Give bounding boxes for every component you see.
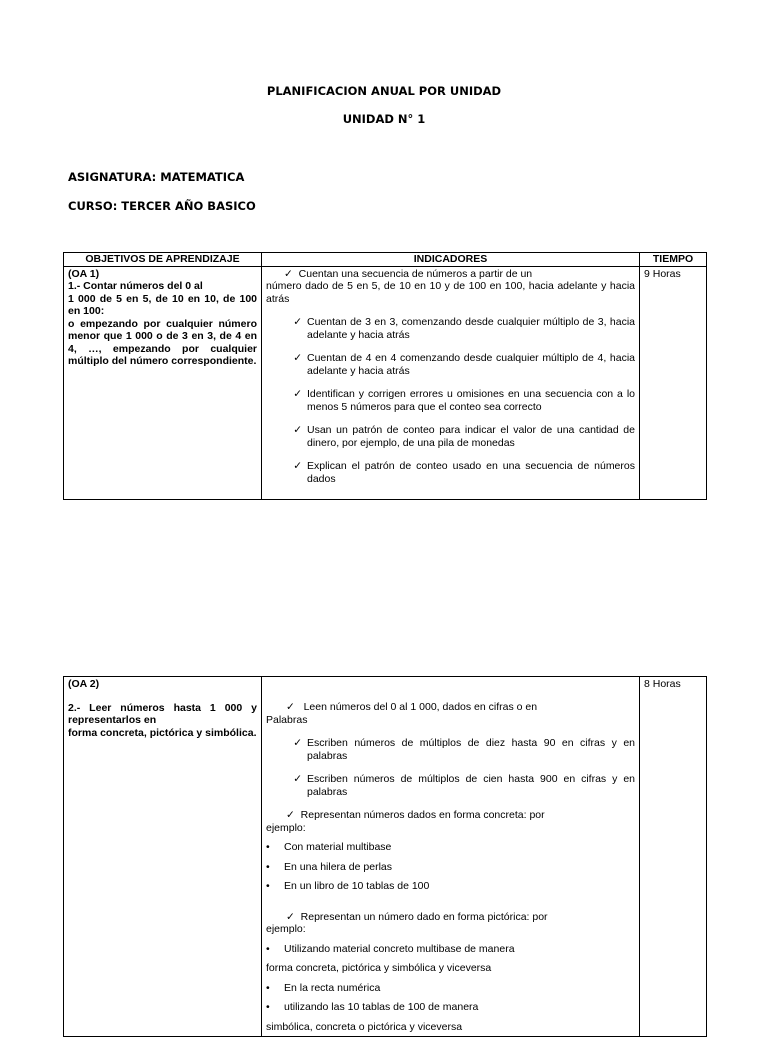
check-icon: ✓ (286, 910, 295, 923)
list-item: • utilizando las 10 tablas de 100 de manera (266, 1001, 479, 1013)
indicator: ✓ Cuentan una secuencia de números a partir de un número dado de 5 en 5, de 10 en 10 y de 100 en 100, hacia adelante y hacia atrás (266, 267, 635, 305)
check-icon: ✓ (293, 460, 302, 472)
check-icon: ✓ (293, 352, 302, 364)
course-label: CURSO: TERCER AÑO BASICO (68, 199, 256, 213)
objective-line: 1 000 de 5 en 5, de 10 en 10, de 100 en 100: (68, 292, 257, 317)
header-indicators: INDICADORES (262, 253, 640, 267)
indicator: ✓ Escriben números de múltiplos de cien hasta 900 en cifras y en palabras (266, 773, 635, 798)
objective-code: (OA 2) (68, 678, 100, 690)
check-icon: ✓ (293, 388, 302, 400)
bullet-icon: • (266, 841, 270, 853)
check-icon: ✓ (293, 316, 302, 328)
indicator: ✓ Escriben números de múltiplos de diez hasta 90 en cifras y en palabras (266, 737, 635, 762)
list-item: • Con material multibase (266, 841, 392, 853)
objective-line: o empezando por cualquier número menor que 1 000 o de 3 en 3, de 4 en 4, …, empezando por cualquier múltiplo del número correspondiente. (68, 317, 257, 367)
indicators-cell (262, 677, 640, 1037)
document-title: PLANIFICACION ANUAL POR UNIDAD (266, 84, 502, 98)
indicators-cell (262, 266, 640, 499)
table-row (64, 266, 707, 499)
indicator: ✓ Usan un patrón de conteo para indicar el valor de una cantidad de dinero, por ejemplo, de una pila de monedas (266, 424, 635, 449)
list-item: • En una hilera de perlas (266, 860, 392, 873)
table-row (64, 677, 707, 1037)
bullet-icon: • (266, 942, 270, 955)
list-item: • Utilizando material concreto multibase de manera (266, 942, 515, 955)
planning-table-oa2 (63, 676, 707, 1037)
indicator: ✓ Cuentan de 4 en 4 comenzando desde cualquier múltiplo de 4, hacia adelante y hacia atrás (266, 352, 635, 377)
check-icon: ✓ (293, 737, 302, 749)
list-item: • En la recta numérica (266, 981, 381, 994)
subject-label: ASIGNATURA: MATEMATICA (68, 170, 245, 184)
objective-line: 2.- Leer números hasta 1 000 y representarlos en (68, 701, 257, 726)
indicator: ✓ Explican el patrón de conteo usado en una secuencia de números dados (266, 460, 635, 485)
indicator: ✓ Representan números dados en forma concreta: por ejemplo: (266, 809, 545, 834)
indicator: ✓ Representan un número dado en forma pictórica: por ejemplo: (266, 910, 548, 935)
objective-cell (64, 266, 262, 499)
list-item-continuation: forma concreta, pictórica y simbólica y viceversa (266, 962, 492, 974)
header-objectives: OBJETIVOS DE APRENDIZAJE (64, 253, 262, 267)
objective-code: (OA 1) (68, 267, 100, 280)
objective-line: 1.- Contar números del 0 al (68, 280, 203, 292)
check-icon: ✓ (286, 809, 295, 821)
bullet-icon: • (266, 981, 270, 994)
check-icon: ✓ (293, 773, 302, 785)
bullet-icon: • (266, 880, 270, 892)
objective-line: forma concreta, pictórica y simbólica. (68, 726, 257, 739)
indicator: ✓ Leen números del 0 al 1 000, dados en cifras o en Palabras (266, 701, 538, 726)
header-time: TIEMPO (640, 253, 707, 267)
bullet-icon: • (266, 860, 270, 873)
time-cell: 8 Horas (640, 677, 707, 1037)
table-header-row (64, 253, 707, 267)
bullet-icon: • (266, 1001, 270, 1013)
list-item: • En un libro de 10 tablas de 100 (266, 880, 430, 892)
time-cell: 9 Horas (640, 266, 707, 499)
check-icon: ✓ (284, 267, 293, 280)
indicator: ✓ Cuentan de 3 en 3, comenzando desde cualquier múltiplo de 3, hacia adelante y hacia atrás (266, 316, 635, 341)
check-icon: ✓ (293, 424, 302, 436)
unit-number: UNIDAD N° 1 (342, 112, 426, 126)
list-item-continuation: simbólica, concreta o pictórica y viceversa (266, 1020, 463, 1033)
indicator: ✓ Identifican y corrigen errores u omisiones en una secuencia con a lo menos 5 números para que el conteo sea correcto (266, 388, 635, 413)
objective-cell (64, 677, 262, 1037)
planning-table-oa1 (63, 252, 707, 500)
check-icon: ✓ (286, 701, 295, 713)
